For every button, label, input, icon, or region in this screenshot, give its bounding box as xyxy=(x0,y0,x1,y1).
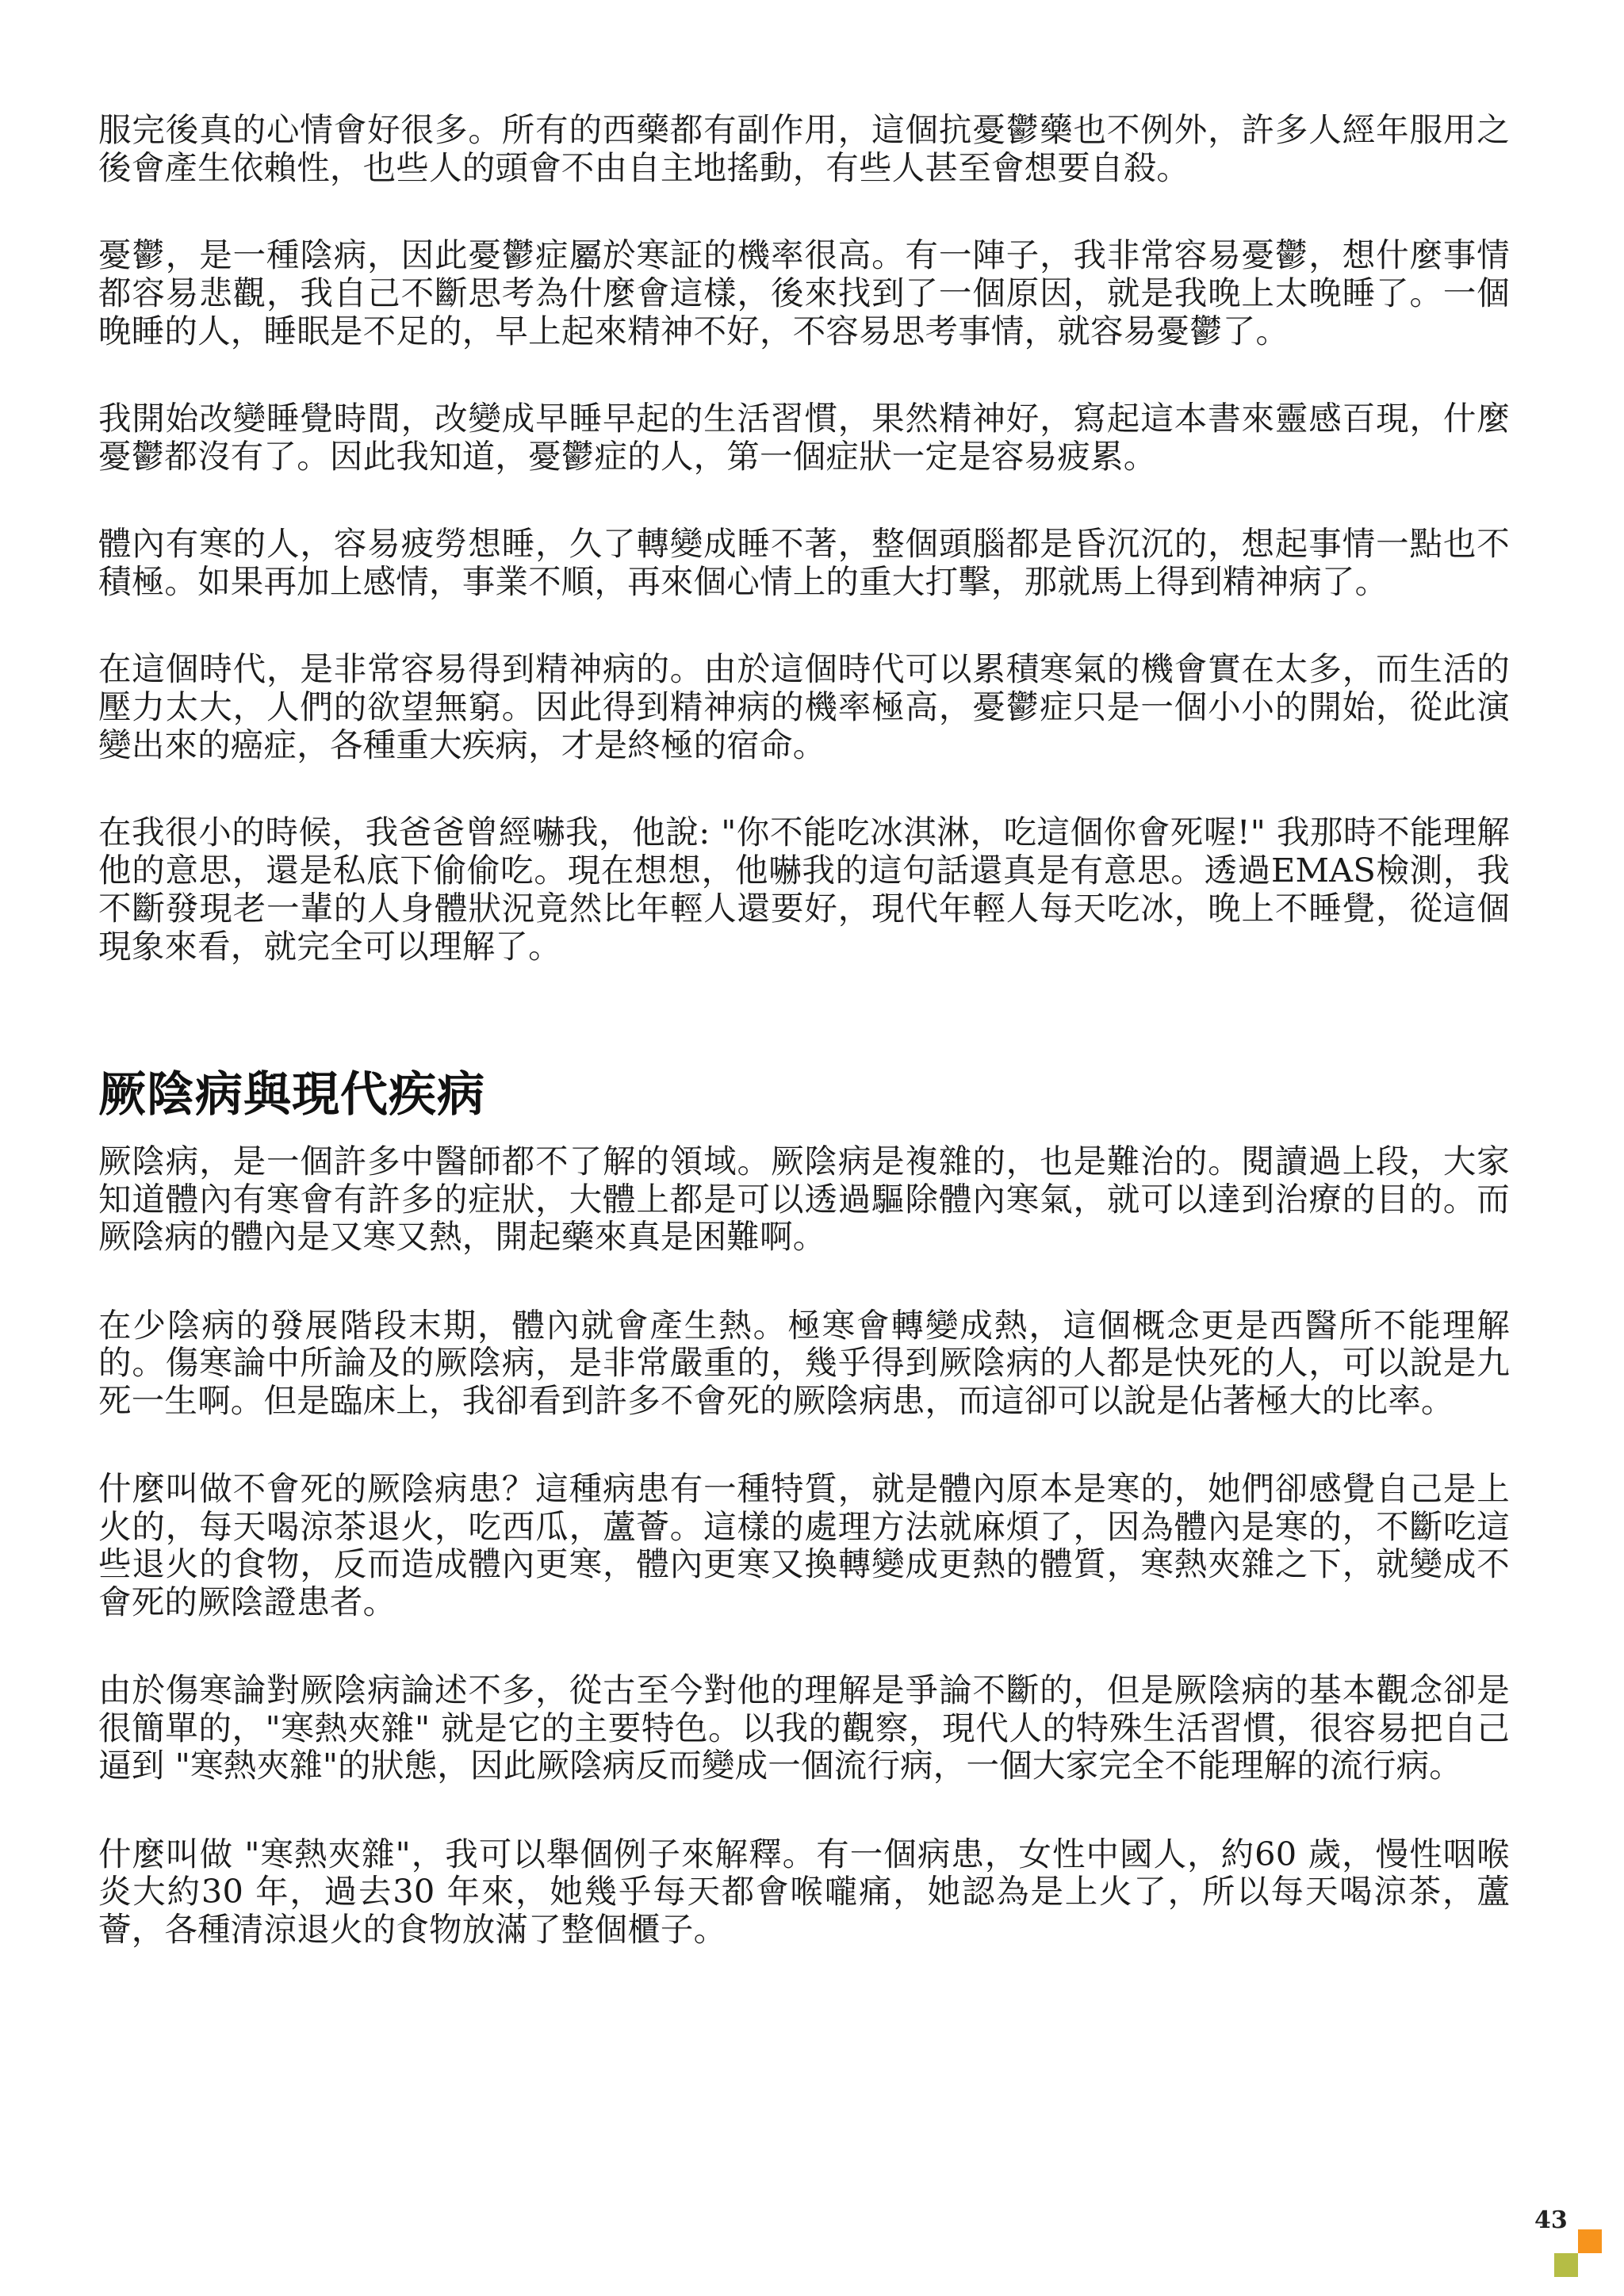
paragraph: 由於傷寒論對厥陰病論述不多，從古至今對他的理解是爭論不斷的，但是厥陰病的基本觀念卻是很簡單的，"寒熱夾雜" 就是它的主要特色。以我的觀察，現代人的特殊生活習慣，很容易把自己逼到 "寒熱夾雜"的狀態，因此厥陰病反而變成一個流行病，一個大家完全不能理解的流行病。 xyxy=(98,1670,1510,1785)
paragraph: 什麼叫做 "寒熱夾雜"，我可以舉個例子來解釋。有一個病患，女性中國人，約60 歲，慢性咽喉炎大約30 年，過去30 年來，她幾乎每天都會喉嚨痛，她認為是上火了，所以每天喝涼茶，蘆薈，各種清涼退火的食物放滿了整個櫃子。 xyxy=(98,1834,1510,1949)
paragraph: 憂鬱，是一種陰病，因此憂鬱症屬於寒証的機率很高。有一陣子，我非常容易憂鬱，想什麼事情都容易悲觀，我自己不斷思考為什麼會這樣，後來找到了一個原因，就是我晚上太晚睡了。一個晚睡的人，睡眠是不足的，早上起來精神不好，不容易思考事情，就容易憂鬱了。 xyxy=(98,235,1510,350)
orange-square-decoration xyxy=(1578,2229,1602,2253)
green-square-decoration xyxy=(1554,2253,1578,2277)
paragraph: 厥陰病，是一個許多中醫師都不了解的領域。厥陰病是複雜的，也是難治的。閱讀過上段，大家知道體內有寒會有許多的症狀，大體上都是可以透過驅除體內寒氣，就可以達到治療的目的。而厥陰病的體內是又寒又熱，開起藥來真是困難啊。 xyxy=(98,1142,1510,1256)
paragraph: 什麼叫做不會死的厥陰病患？這種病患有一種特質，就是體內原本是寒的，她們卻感覺自己是上火的，每天喝涼茶退火，吃西瓜，蘆薈。這樣的處理方法就麻煩了，因為體內是寒的，不斷吃這些退火的食物，反而造成體內更寒，體內更寒又換轉變成更熱的體質，寒熱夾雜之下，就變成不會死的厥陰證患者。 xyxy=(98,1469,1510,1621)
paragraph: 在少陰病的發展階段末期，體內就會產生熱。極寒會轉變成熱，這個概念更是西醫所不能理解的。傷寒論中所論及的厥陰病，是非常嚴重的，幾乎得到厥陰病的人都是快死的人，可以說是九死一生啊。但是臨床上，我卻看到許多不會死的厥陰病患，而這卻可以說是佔著極大的比率。 xyxy=(98,1305,1510,1420)
text-column xyxy=(98,111,1510,1999)
page-number: 43 xyxy=(1534,2206,1568,2234)
section-heading: 厥陰病與現代疾病 xyxy=(98,1067,485,1123)
paragraph: 在我很小的時候，我爸爸曾經嚇我，他說: "你不能吃冰淇淋，吃這個你會死喔!" 我那時不能理解他的意思，還是私底下偷偷吃。現在想想，他嚇我的這句話還真是有意思。透過EMAS檢測，我不斷發現老一輩的人身體狀況竟然比年輕人還要好，現代年輕人每天吃冰，晚上不睡覺，從這個現象來看，就完全可以理解了。 xyxy=(98,813,1510,966)
paragraph: 我開始改變睡覺時間，改變成早睡早起的生活習慣，果然精神好，寫起這本書來靈感百現，什麼憂鬱都沒有了。因此我知道，憂鬱症的人，第一個症狀一定是容易疲累。 xyxy=(98,399,1510,476)
paragraph: 服完後真的心情會好很多。所有的西藥都有副作用，這個抗憂鬱藥也不例外，許多人經年服用之後會產生依賴性，也些人的頭會不由自主地搖動，有些人甚至會想要自殺。 xyxy=(98,110,1510,187)
paragraph: 體內有寒的人，容易疲勞想睡，久了轉變成睡不著，整個頭腦都是昏沉沉的，想起事情一點也不積極。如果再加上感情，事業不順，再來個心情上的重大打擊，那就馬上得到精神病了。 xyxy=(98,524,1510,601)
paragraph: 在這個時代，是非常容易得到精神病的。由於這個時代可以累積寒氣的機會實在太多，而生活的壓力太大，人們的欲望無窮。因此得到精神病的機率極高，憂鬱症只是一個小小的開始，從此演變出來的癌症，各種重大疾病，才是終極的宿命。 xyxy=(98,649,1510,764)
